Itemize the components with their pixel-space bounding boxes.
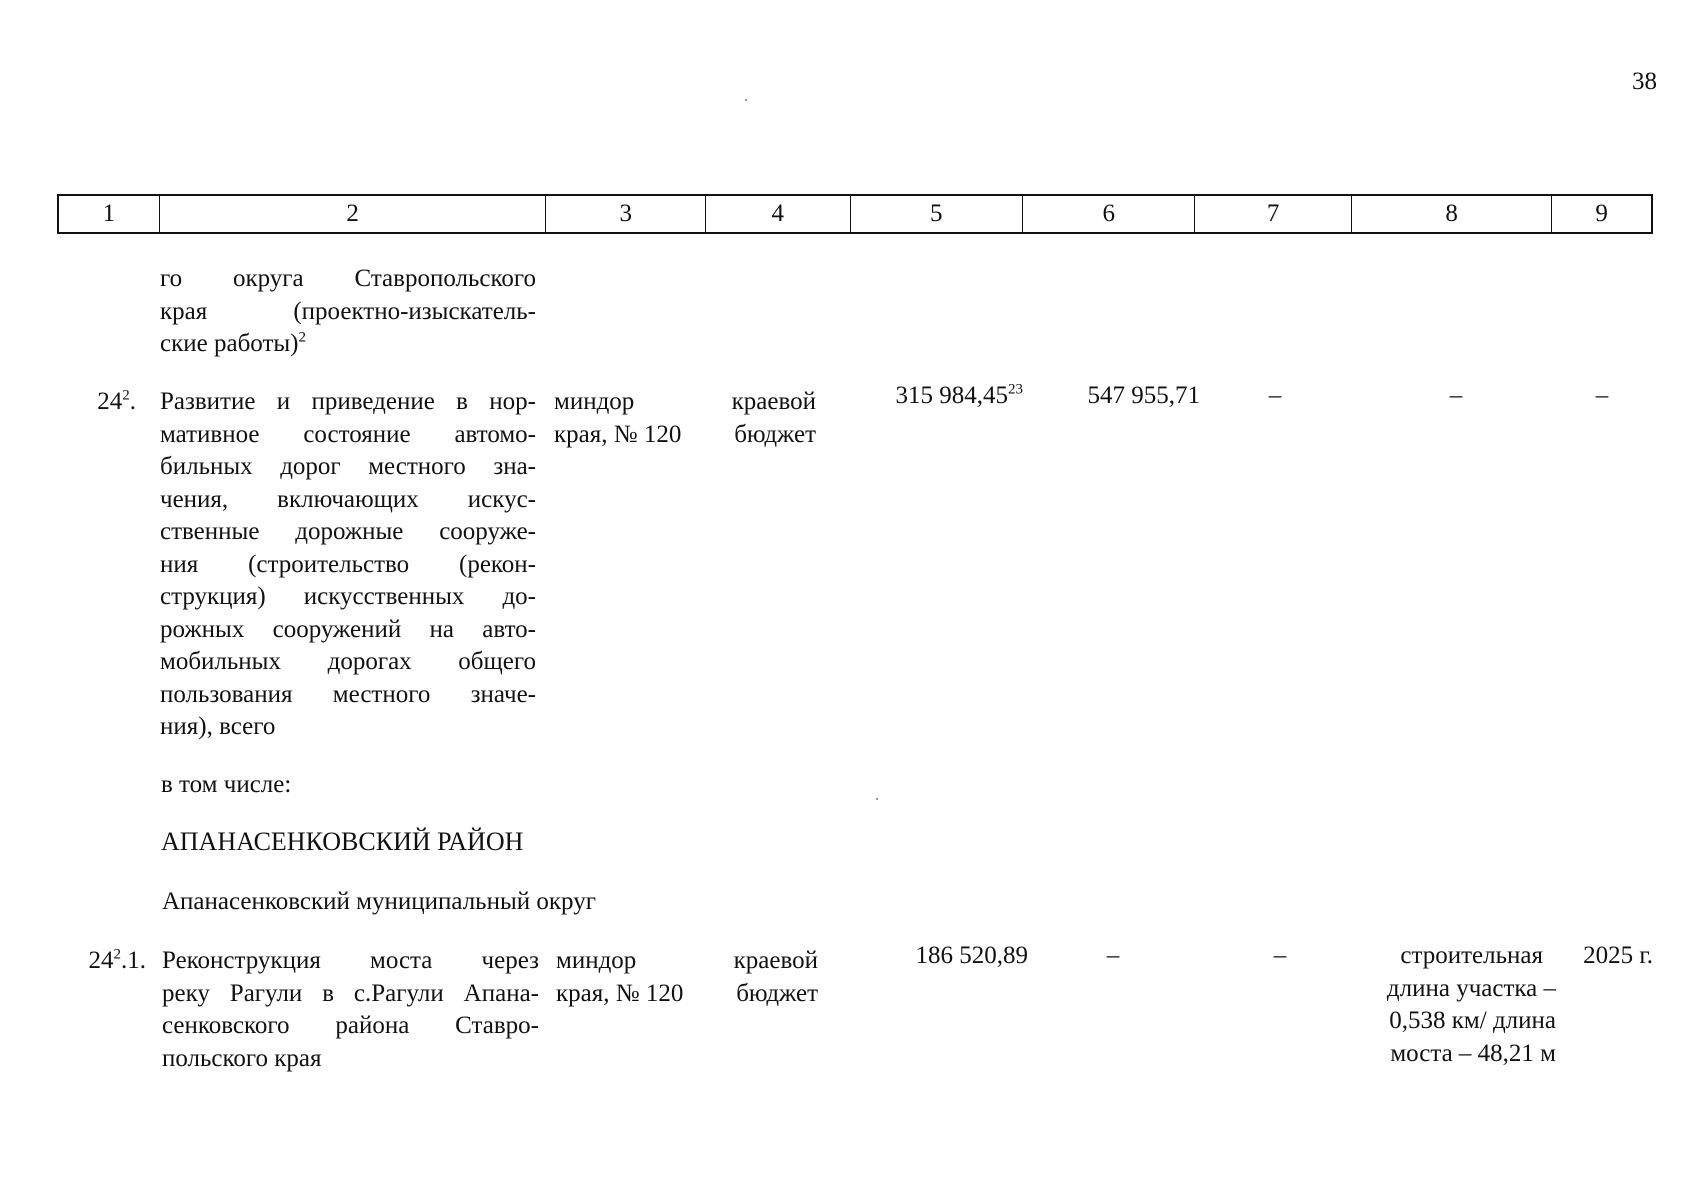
description-line: пользования местного значе- [160,680,536,708]
executor-label: края, № 120 [556,979,684,1007]
header-col-4: 4 [706,196,851,232]
scan-speck [876,798,878,800]
executor-source-line [554,386,816,419]
description-line: ния (строительство (рекон- [160,550,536,578]
header-col-2: 2 [160,196,547,232]
header-col-6: 6 [1023,196,1195,232]
description-line: мативное состояние автомо- [160,420,536,448]
district-heading: АПАНАСЕНКОВСКИЙ РАЙОН [161,827,524,856]
row-24-2-executor-source [554,386,816,451]
executor-label: миндор [556,947,637,974]
executor-label: края, № 120 [554,420,682,448]
continuation-line: го округа Ставропольского [160,265,536,292]
funding-source: краевой [731,388,816,415]
row-24-2-description [160,386,536,744]
header-col-8: 8 [1352,196,1552,232]
continuation-text [160,263,536,361]
row-24-2-col8: – [1449,382,1463,409]
row-24-2-col6: 547 955,71 [1087,382,1200,409]
funding-source: краевой [733,947,818,974]
header-col-3: 3 [546,196,706,232]
description-line: струкция) искусственных до- [160,583,536,610]
header-col-7: 7 [1195,196,1352,232]
col8-line: 0,538 км/ длина [1389,1007,1556,1034]
col8-line: строительная [1400,942,1543,969]
description-line: Развитие и приведение в нор- [160,388,536,415]
description-line: ственные дорожные сооруже- [160,518,536,545]
description-line: польского края [162,1044,322,1072]
footnote-mark: 2 [298,329,307,346]
row-24-2-1-col8 [1340,940,1556,1070]
municipality-heading: Апанасенковский муниципальный округ [162,888,596,915]
scan-speck [745,99,747,101]
header-col-5: 5 [851,196,1023,232]
column-number-header [57,194,1653,234]
description-line: Реконструкция моста через [162,947,539,974]
description-line: бильных дорог местного зна- [160,453,536,480]
row-24-2-col7: – [1268,382,1282,409]
description-line: рожных сооружений на авто- [160,615,536,643]
row-24-2-1-number: $24^2.1$. [88,946,146,974]
col8-line: длина участка – [1386,974,1556,1002]
header-col-1: 1 [59,196,160,232]
row-24-2-1-description [162,945,539,1075]
row-24-2-number: $24^2$. [97,387,136,415]
page-number: 38 [1632,68,1657,95]
executor-source-line [556,945,818,978]
funding-source: бюджет [734,420,816,448]
row-24-2-1-col5: 186 520,89 [915,942,1028,969]
row-24-2-col5: 315 984,45$^{23}$ [895,381,1023,409]
row-24-2-col9: – [1595,382,1609,409]
description-line: мобильных дорогах общего [160,648,536,675]
header-col-9: 9 [1595,200,1608,227]
funding-source: бюджет [736,979,818,1007]
continuation-line: ские работы)$^2$ [160,329,307,357]
row-24-2-1-col9: 2025 г. [1583,942,1653,969]
row-24-2-1-col7: – [1273,942,1287,969]
executor-source-line [556,978,818,1011]
description-line: реку Рагули в с.Рагули Апана- [162,979,539,1007]
executor-source-line [554,419,816,452]
col8-line: моста – 48,21 м [1390,1039,1556,1067]
description-line: ния), всего [160,713,276,740]
continuation-line: края (проектно-изыскатель- [160,297,536,325]
row-24-2-1-executor-source [556,945,818,1010]
including-label: в том числе: [161,771,292,798]
description-line: чения, включающих искус- [160,485,536,513]
row-24-2-1-col6: – [1106,942,1120,969]
description-line: сенковского района Ставро- [162,1012,539,1039]
executor-label: миндор [554,388,635,415]
